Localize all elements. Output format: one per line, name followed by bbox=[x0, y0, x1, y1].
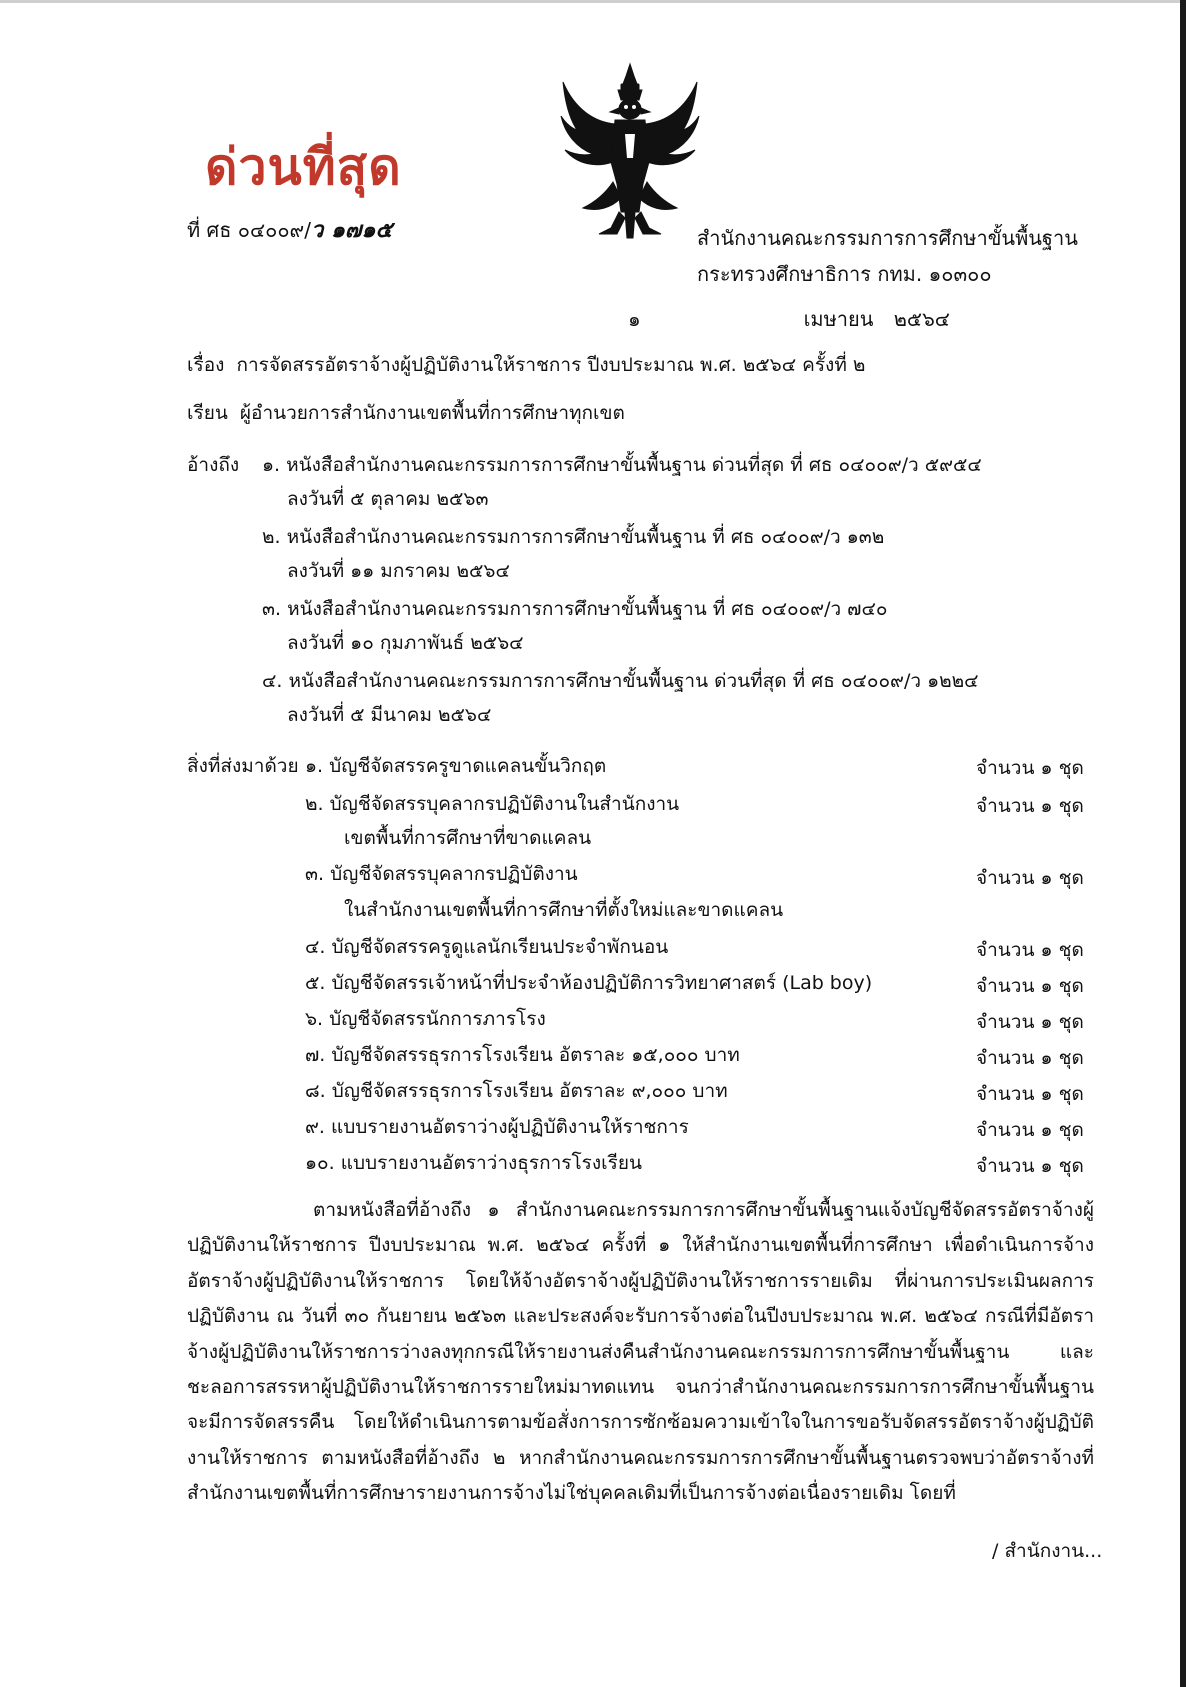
office-name: สำนักงานคณะกรรมการการศึกษาขั้นพื้นฐาน bbox=[697, 226, 1078, 250]
references-label: อ้างถึง bbox=[187, 454, 240, 476]
enclosure-8-qty: จำนวน ๑ ชุด bbox=[976, 1083, 1084, 1105]
garuda-emblem-icon bbox=[555, 62, 705, 240]
enclosure-10: ๑๐. แบบรายงานอัตราว่างธุรการโรงเรียน bbox=[305, 1152, 642, 1174]
office-address: กระทรวงศึกษาธิการ กทม. ๑๐๓๐๐ bbox=[697, 262, 992, 286]
reference-4-date: ลงวันที่ ๕ มีนาคม ๒๕๖๔ bbox=[287, 704, 492, 726]
urgent-stamp: ด่วนที่สุด bbox=[205, 137, 402, 196]
reference-3: ๓. หนังสือสำนักงานคณะกรรมการการศึกษาขั้นพื้นฐาน ที่ ศธ ๐๔๐๐๙/ว ๗๔๐ bbox=[262, 598, 888, 620]
enclosure-2-qty: จำนวน ๑ ชุด bbox=[976, 795, 1084, 817]
document-number-prefix: ที่ ศธ ๐๔๐๐๙/ bbox=[187, 218, 311, 242]
enclosure-10-qty: จำนวน ๑ ชุด bbox=[976, 1155, 1084, 1177]
enclosure-2-cont: เขตพื้นที่การศึกษาที่ขาดแคลน bbox=[344, 827, 592, 849]
enclosure-7: ๗. บัญชีจัดสรรธุรการโรงเรียน อัตราละ ๑๕,๐๐๐ บาท bbox=[305, 1044, 740, 1066]
enclosure-1: ๑. บัญชีจัดสรรครูขาดแคลนขั้นวิกฤต bbox=[305, 755, 607, 777]
enclosure-5-qty: จำนวน ๑ ชุด bbox=[976, 975, 1084, 997]
subject-text: การจัดสรรอัตราจ้างผู้ปฏิบัติงานให้ราชการ ปีงบประมาณ พ.ศ. ๒๕๖๔ ครั้งที่ ๒ bbox=[236, 354, 866, 376]
scan-top-edge bbox=[0, 0, 1186, 3]
salutation-label: เรียน bbox=[187, 402, 228, 424]
subject-label: เรื่อง bbox=[187, 354, 225, 376]
enclosure-3-qty: จำนวน ๑ ชุด bbox=[976, 867, 1084, 889]
enclosure-2: ๒. บัญชีจัดสรรบุคลากรปฏิบัติงานในสำนักงาน bbox=[305, 793, 680, 815]
salutation-line bbox=[187, 398, 625, 428]
date-day: ๑ bbox=[628, 307, 641, 331]
enclosure-8: ๘. บัญชีจัดสรรธุรการโรงเรียน อัตราละ ๙,๐๐๐ บาท bbox=[305, 1080, 728, 1102]
subject-line bbox=[187, 350, 865, 380]
enclosure-9: ๙. แบบรายงานอัตราว่างผู้ปฏิบัติงานให้ราชการ bbox=[305, 1116, 689, 1138]
document-number-handwritten: ว ๑๗๑๕ bbox=[310, 217, 393, 243]
reference-2-date: ลงวันที่ ๑๑ มกราคม ๒๕๖๔ bbox=[287, 560, 510, 582]
reference-4: ๔. หนังสือสำนักงานคณะกรรมการการศึกษาขั้นพื้นฐาน ด่วนที่สุด ที่ ศธ ๐๔๐๐๙/ว ๑๒๒๔ bbox=[262, 670, 979, 692]
page-continuation: / สำนักงาน... bbox=[992, 1540, 1103, 1562]
reference-3-date: ลงวันที่ ๑๐ กุมภาพันธ์ ๒๕๖๔ bbox=[287, 632, 524, 654]
reference-1-date: ลงวันที่ ๕ ตุลาคม ๒๕๖๓ bbox=[287, 488, 489, 510]
enclosure-9-qty: จำนวน ๑ ชุด bbox=[976, 1119, 1084, 1141]
reference-2: ๒. หนังสือสำนักงานคณะกรรมการการศึกษาขั้นพื้นฐาน ที่ ศธ ๐๔๐๐๙/ว ๑๓๒ bbox=[262, 526, 885, 548]
enclosure-4: ๔. บัญชีจัดสรรครูดูแลนักเรียนประจำพักนอน bbox=[305, 936, 669, 958]
enclosure-5: ๕. บัญชีจัดสรรเจ้าหน้าที่ประจำห้องปฏิบัติการวิทยาศาสตร์ (Lab boy) bbox=[305, 972, 873, 994]
enclosure-4-qty: จำนวน ๑ ชุด bbox=[976, 939, 1084, 961]
enclosure-6: ๖. บัญชีจัดสรรนักการภารโรง bbox=[305, 1008, 546, 1030]
scan-right-edge bbox=[1180, 0, 1186, 1687]
reference-1: ๑. หนังสือสำนักงานคณะกรรมการการศึกษาขั้นพื้นฐาน ด่วนที่สุด ที่ ศธ ๐๔๐๐๙/ว ๕๙๕๔ bbox=[262, 454, 982, 476]
enclosure-3-cont: ในสำนักงานเขตพื้นที่การศึกษาที่ตั้งใหม่และขาดแคลน bbox=[344, 899, 784, 921]
enclosures-label: สิ่งที่ส่งมาด้วย bbox=[187, 755, 299, 777]
document-number bbox=[187, 212, 392, 247]
enclosure-7-qty: จำนวน ๑ ชุด bbox=[976, 1047, 1084, 1069]
issuing-office bbox=[697, 220, 1078, 292]
body-paragraph: ตามหนังสือที่อ้างถึง ๑ สำนักงานคณะกรรมการการศึกษาขั้นพื้นฐานแจ้งบัญชีจัดสรรอัตราจ้างผู้ปฏิบัติงานให้ราชการ ปีงบประมาณ พ.ศ. ๒๕๖๔ ครั้งที่ ๑ ให้สำนักงานเขตพื้นที่การศึกษา เพื่อดำเนินการจ้างอัตราจ้างผู้ปฏิบัติงานให้ราชการ โดยให้จ้างอัตราจ้างผู้ปฏิบัติงานให้ราชการรายเดิม ที่ผ่านการประเมินผลการปฏิบัติงาน ณ วันที่ ๓๐ กันยายน ๒๕๖๓ และประสงค์จะรับการจ้างต่อในปีงบประมาณ พ.ศ. ๒๕๖๔ กรณีที่มีอัตราจ้างผู้ปฏิบัติงานให้ราชการว่างลงทุกกรณีให้รายงานส่งคืนสำนักงานคณะกรรมการการศึกษาขั้นพื้นฐาน และชะลอการสรรหาผู้ปฏิบัติงานให้ราชการรายใหม่มาทดแทน จนกว่าสำนักงานคณะกรรมการการศึกษาขั้นพื้นฐานจะมีการจัดสรรคืน โดยให้ดำเนินการตามข้อสั่งการการซักซ้อมความเข้าใจในการขอรับจัดสรรอัตราจ้างผู้ปฏิบัติงานให้ราชการ ตามหนังสือที่อ้างถึง ๒ หากสำนักงานคณะกรรมการการศึกษาขั้นพื้นฐานตรวจพบว่าอัตราจ้างที่สำนักงานเขตพื้นที่การศึกษารายงานการจ้างไม่ใช่บุคคลเดิมที่เป็นการจ้างต่อเนื่องรายเดิม โดยที่ bbox=[187, 1199, 1094, 1505]
letter-date bbox=[628, 303, 950, 335]
date-month-year: เมษายน ๒๕๖๔ bbox=[803, 307, 950, 331]
salutation-text: ผู้อำนวยการสำนักงานเขตพื้นที่การศึกษาทุกเขต bbox=[239, 402, 625, 424]
enclosure-1-qty: จำนวน ๑ ชุด bbox=[976, 757, 1084, 779]
enclosure-6-qty: จำนวน ๑ ชุด bbox=[976, 1011, 1084, 1033]
enclosure-3: ๓. บัญชีจัดสรรบุคลากรปฏิบัติงาน bbox=[305, 863, 578, 885]
